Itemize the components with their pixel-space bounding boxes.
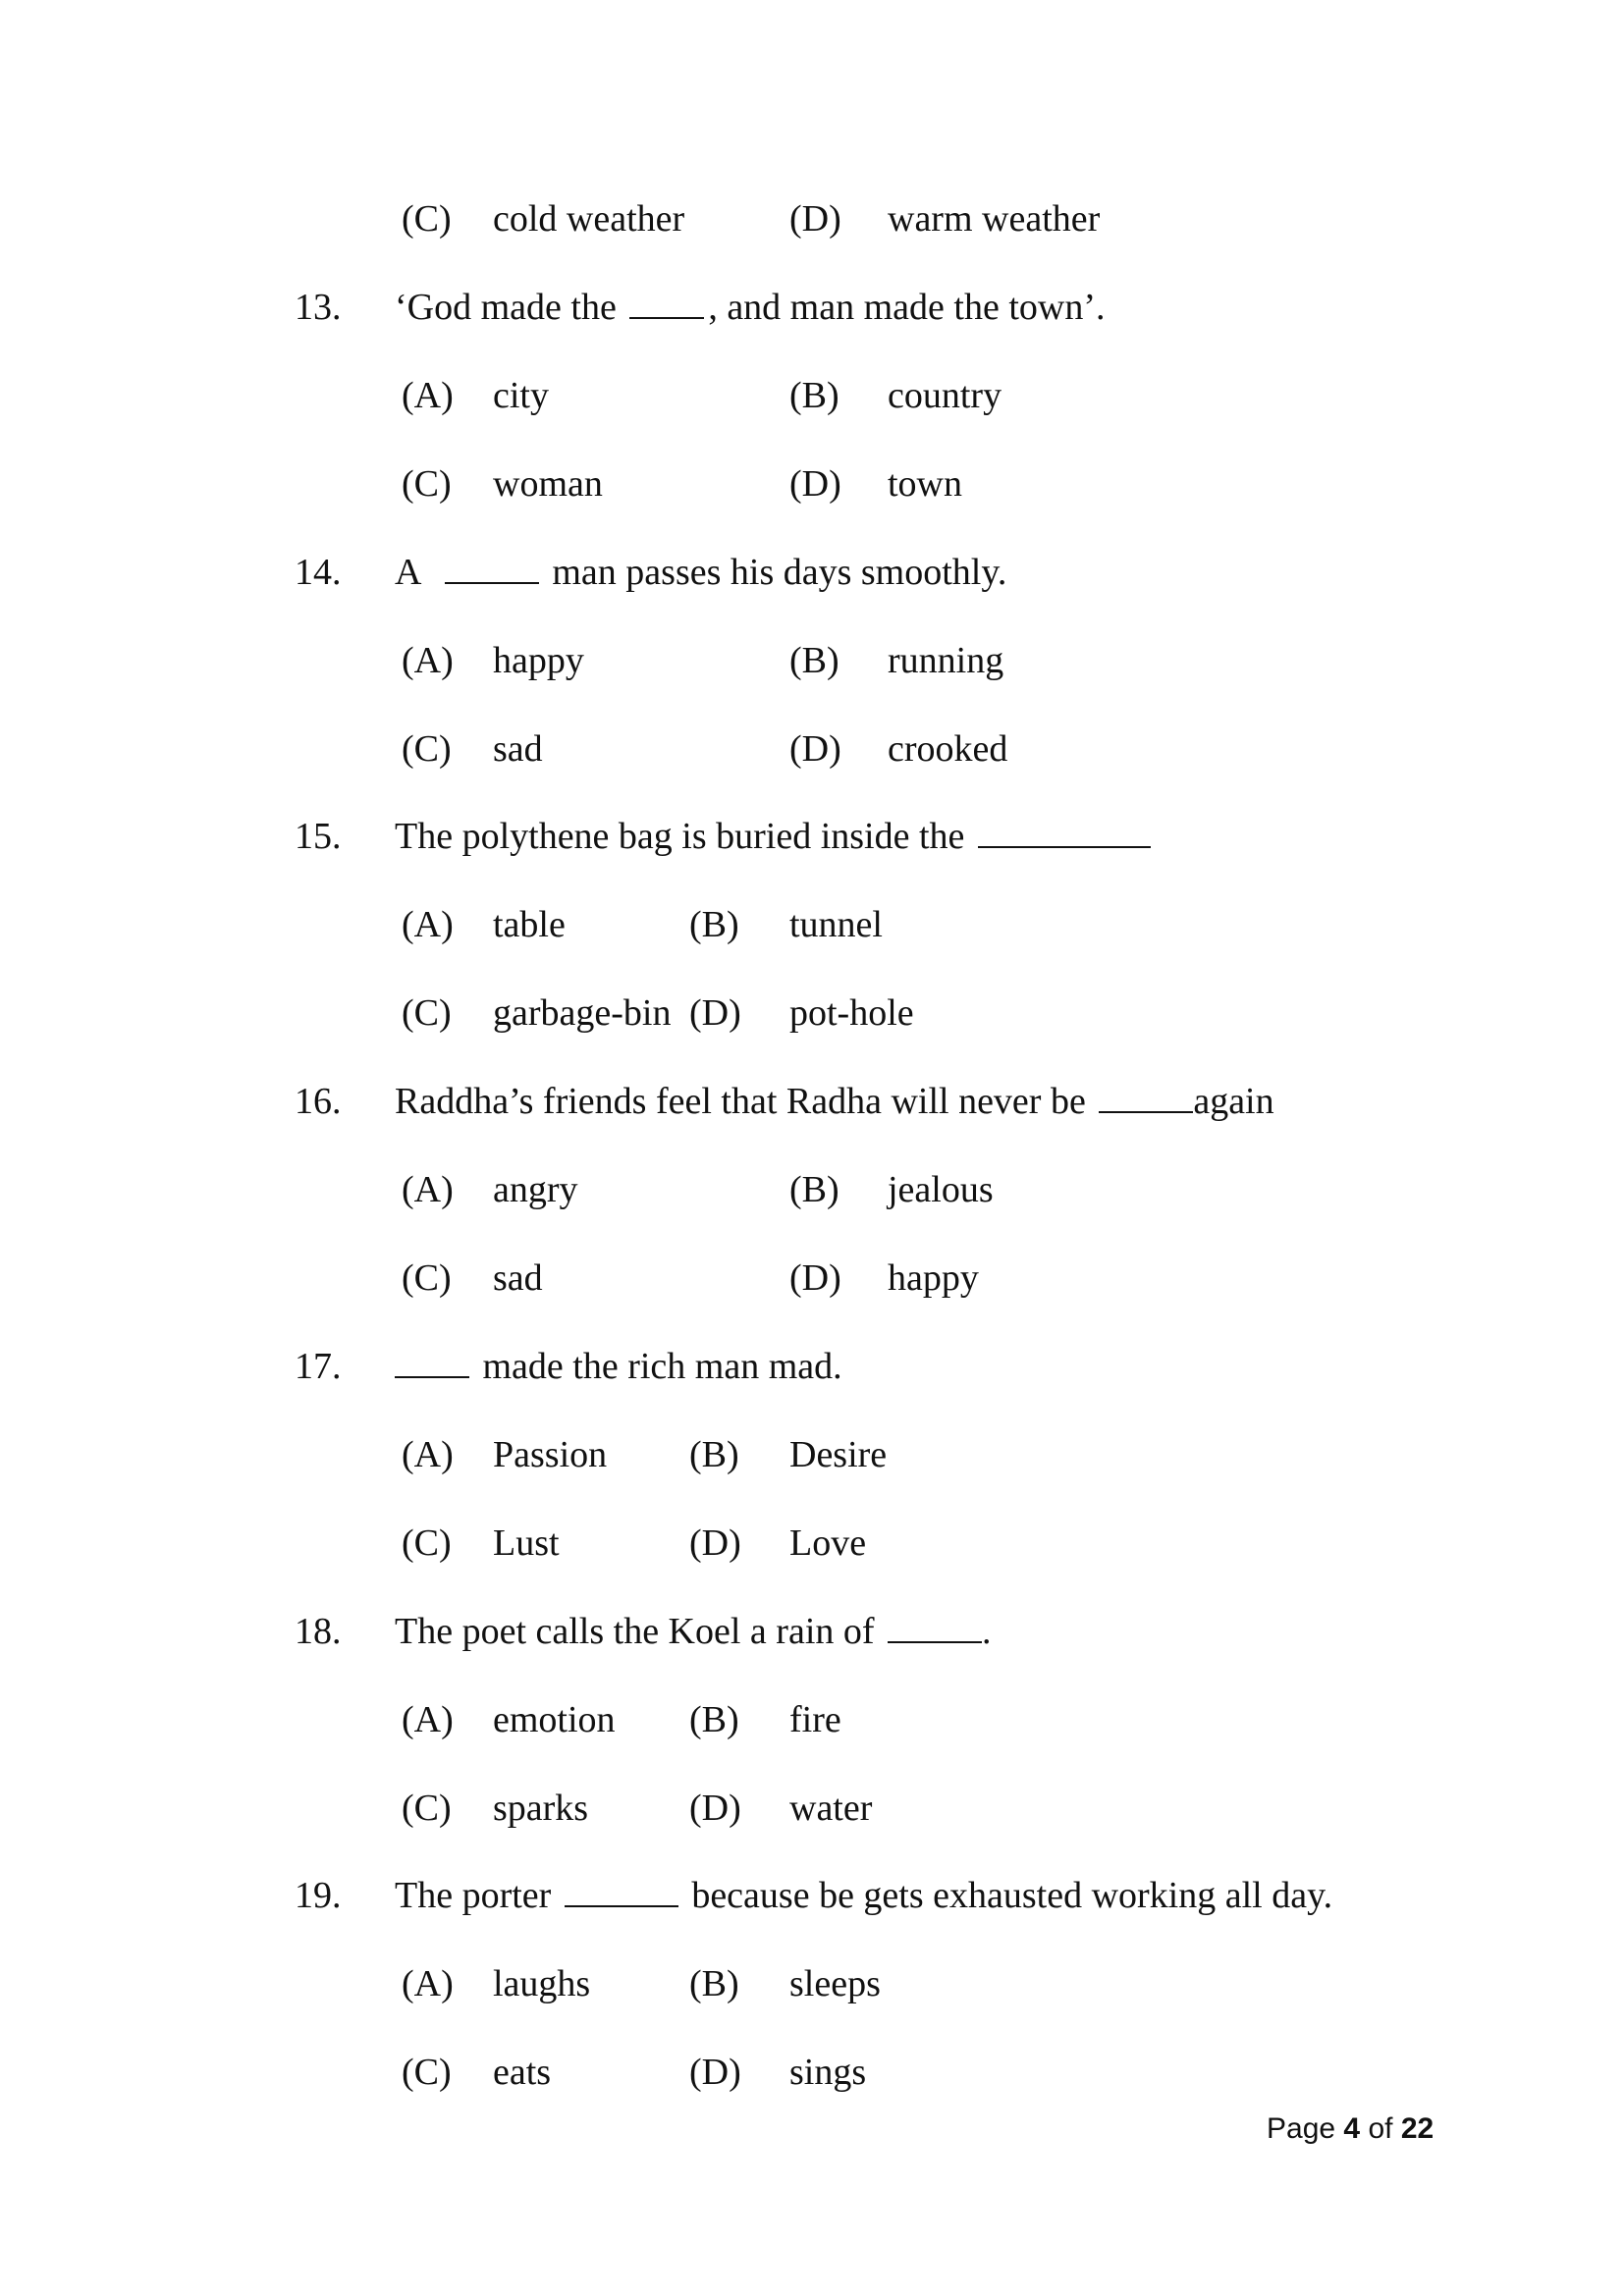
option-letter: (A) [402, 375, 454, 416]
option-letter: (D) [789, 198, 841, 240]
option-text: running [888, 640, 1004, 681]
option-letter: (A) [402, 640, 454, 681]
option-letter: (B) [789, 375, 839, 416]
question-text: A man passes his days smoothly. [395, 552, 1007, 593]
option-letter: (B) [789, 640, 839, 681]
question-text: The porter because be gets exhausted working all day. [395, 1875, 1333, 1916]
option-text: crooked [888, 728, 1008, 770]
option-text: sad [493, 1257, 543, 1299]
option-text: cold weather [493, 198, 685, 240]
option-letter: (C) [402, 1257, 452, 1299]
option-letter: (B) [689, 1699, 739, 1740]
option-text: laughs [493, 1963, 591, 2004]
answer-blank [445, 551, 539, 584]
option-text: city [493, 375, 549, 416]
option-text: sad [493, 728, 543, 770]
option-letter: (A) [402, 1699, 454, 1740]
answer-blank [978, 815, 1151, 848]
option-text: tunnel [789, 904, 883, 945]
question-text: The poet calls the Koel a rain of . [395, 1611, 992, 1652]
option-text: Love [789, 1522, 867, 1564]
answer-blank [565, 1874, 678, 1907]
option-letter: (D) [689, 992, 741, 1034]
question-text: Raddha’s friends feel that Radha will never be again [395, 1081, 1274, 1122]
option-text: water [789, 1788, 873, 1829]
option-letter: (B) [689, 904, 739, 945]
answer-blank [888, 1610, 982, 1643]
question-number: 17. [295, 1346, 342, 1387]
option-letter: (D) [789, 463, 841, 505]
option-letter: (D) [789, 1257, 841, 1299]
option-letter: (C) [402, 463, 452, 505]
question-number: 14. [295, 552, 342, 593]
option-letter: (C) [402, 2052, 452, 2093]
option-text: sparks [493, 1788, 589, 1829]
option-text: jealous [888, 1169, 994, 1210]
question-number: 16. [295, 1081, 342, 1122]
option-text: town [888, 463, 962, 505]
question-text: ‘God made the , and man made the town’. [395, 287, 1106, 328]
option-letter: (C) [402, 992, 452, 1034]
option-text: Desire [789, 1434, 888, 1475]
question-text: The polythene bag is buried inside the [395, 814, 1155, 859]
question-text: made the rich man mad. [395, 1344, 842, 1389]
question-number: 15. [295, 816, 342, 857]
question-number: 19. [295, 1875, 342, 1916]
option-text: angry [493, 1169, 578, 1210]
page-footer [1267, 2112, 1434, 2146]
option-text: Lust [493, 1522, 560, 1564]
option-text: fire [789, 1699, 841, 1740]
question-number: 18. [295, 1611, 342, 1652]
option-text: sleeps [789, 1963, 881, 2004]
option-letter: (C) [402, 1788, 452, 1829]
option-text: eats [493, 2052, 552, 2093]
option-text: sings [789, 2052, 867, 2093]
option-text: garbage-bin [493, 992, 672, 1034]
option-text: country [888, 375, 1002, 416]
page-number: 4 [1343, 2112, 1361, 2145]
option-letter: (B) [689, 1434, 739, 1475]
page-total: 22 [1400, 2112, 1435, 2145]
answer-blank [1099, 1080, 1193, 1113]
option-letter: (A) [402, 1963, 454, 2004]
option-letter: (D) [689, 2052, 741, 2093]
question-number: 13. [295, 287, 342, 328]
option-text: pot-hole [789, 992, 914, 1034]
option-text: woman [493, 463, 603, 505]
answer-blank [395, 1345, 469, 1378]
option-letter: (A) [402, 904, 454, 945]
option-letter: (C) [402, 1522, 452, 1564]
option-text: Passion [493, 1434, 608, 1475]
option-letter: (D) [689, 1788, 741, 1829]
option-text: table [493, 904, 566, 945]
option-letter: (C) [402, 198, 452, 240]
option-letter: (D) [789, 728, 841, 770]
option-letter: (C) [402, 728, 452, 770]
page-label: Page [1267, 2112, 1336, 2145]
option-text: warm weather [888, 198, 1101, 240]
page-of-label: of [1368, 2112, 1393, 2145]
option-text: emotion [493, 1699, 616, 1740]
option-text: happy [888, 1257, 979, 1299]
option-letter: (A) [402, 1169, 454, 1210]
option-letter: (A) [402, 1434, 454, 1475]
option-letter: (B) [689, 1963, 739, 2004]
option-letter: (D) [689, 1522, 741, 1564]
option-letter: (B) [789, 1169, 839, 1210]
option-text: happy [493, 640, 584, 681]
answer-blank [629, 286, 704, 319]
